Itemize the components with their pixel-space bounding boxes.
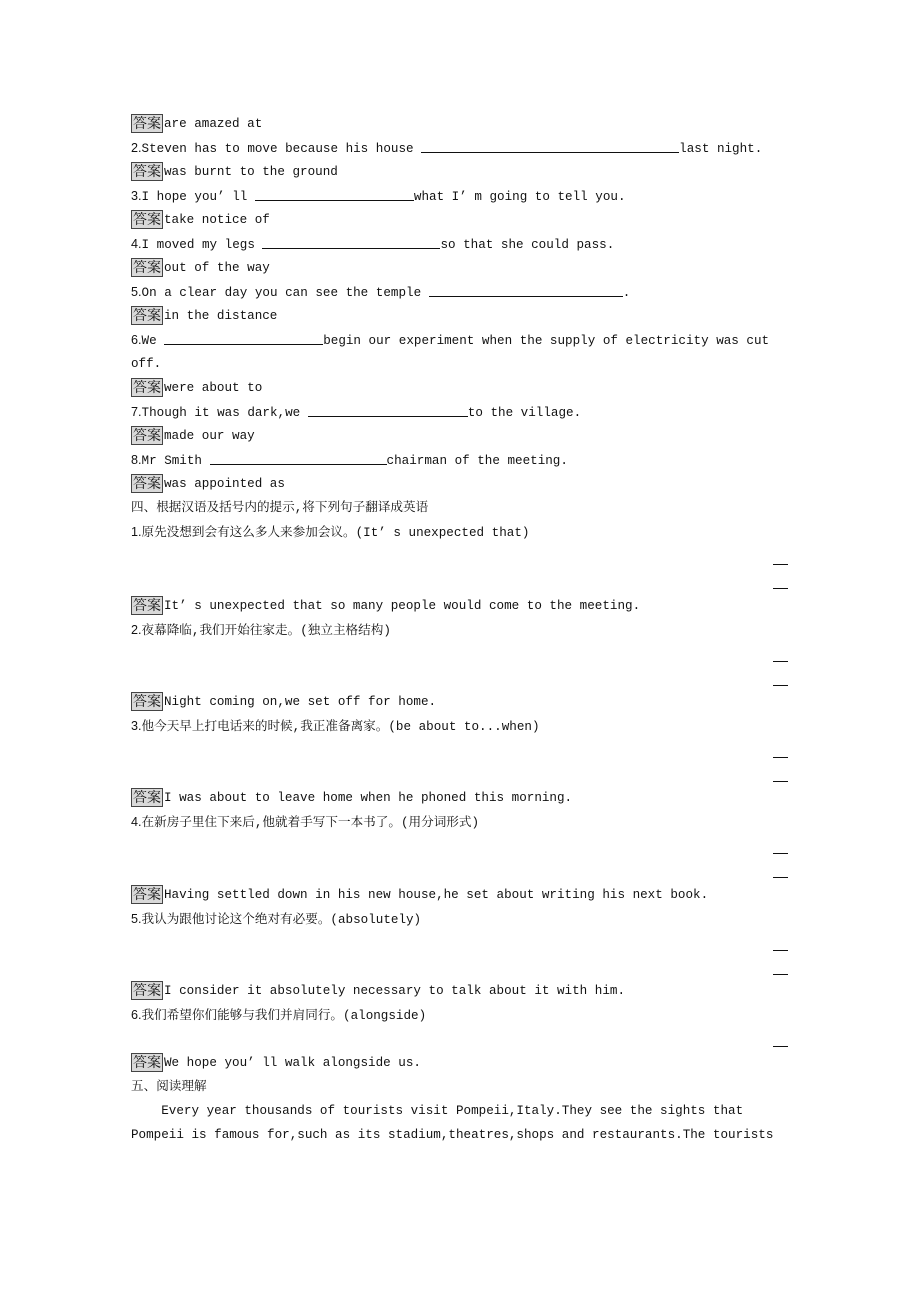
answer-line — [131, 692, 436, 712]
translation-prompt: 我认为跟他讨论这个绝对有必要。(absolutely) — [141, 913, 422, 927]
answer-line — [131, 1053, 421, 1073]
answer-badge: 答案 — [133, 790, 161, 806]
answer-line — [131, 596, 640, 616]
question-text-after: begin our experiment when the supply of electricity was cut — [323, 334, 770, 348]
answer-badge: 答案 — [133, 694, 161, 710]
answer-badge: 答案 — [133, 380, 161, 396]
answer-text: We hope you’ ll walk alongside us. — [164, 1056, 421, 1070]
answer-line-dash[interactable] — [773, 564, 788, 565]
answer-text: Night coming on,we set off for home. — [164, 695, 437, 709]
question-text-after: so that she could pass. — [440, 238, 615, 252]
question-number: 2. — [131, 623, 142, 637]
answer-line — [131, 474, 285, 494]
question-text-after: chairman of the meeting. — [386, 454, 568, 468]
text-line — [131, 1077, 207, 1097]
question-text-before: I hope you’ ll — [141, 190, 255, 204]
question-line — [131, 450, 568, 470]
answer-line-dash[interactable] — [773, 588, 788, 589]
question-number: 3. — [131, 189, 142, 203]
question-number: 5. — [131, 912, 142, 926]
answer-badge: 答案 — [133, 983, 161, 999]
answer-text: made our way — [164, 429, 255, 443]
answer-line — [131, 426, 255, 446]
translation-item — [131, 620, 391, 640]
answer-blank[interactable] — [262, 234, 440, 249]
text-line — [131, 1101, 743, 1121]
translation-prompt: 他今天早上打电话来的时候,我正准备离家。(be about to...when) — [141, 720, 540, 734]
answer-line — [131, 981, 625, 1001]
question-number: 7. — [131, 405, 142, 419]
answer-blank[interactable] — [255, 186, 414, 201]
question-number: 6. — [131, 1008, 142, 1022]
answer-line-dash[interactable] — [773, 781, 788, 782]
answer-badge: 答案 — [133, 260, 161, 276]
answer-line-dash[interactable] — [773, 974, 788, 975]
question-number: 1. — [131, 525, 142, 539]
question-number: 4. — [131, 237, 142, 251]
answer-text: I was about to leave home when he phoned this morning. — [164, 791, 573, 805]
answer-line-dash[interactable] — [773, 685, 788, 686]
translation-item — [131, 522, 529, 542]
text-content: 四、根据汉语及括号内的提示,将下列句子翻译成英语 — [131, 501, 429, 515]
answer-badge: 答案 — [133, 212, 161, 228]
question-text-after: to the village. — [467, 406, 582, 420]
answer-line — [131, 162, 338, 182]
question-number: 6. — [131, 333, 142, 347]
translation-prompt: 我们希望你们能够与我们并肩同行。(alongside) — [141, 1009, 427, 1023]
answer-badge: 答案 — [133, 428, 161, 444]
answer-blank[interactable] — [308, 402, 468, 417]
question-number: 4. — [131, 815, 142, 829]
answer-blank[interactable] — [429, 282, 623, 297]
answer-text: are amazed at — [164, 117, 263, 131]
answer-line — [131, 306, 277, 326]
question-text-before: Mr Smith — [141, 454, 210, 468]
answer-text: in the distance — [164, 309, 278, 323]
translation-item — [131, 1005, 426, 1025]
answer-text: were about to — [164, 381, 263, 395]
question-text-before: Steven has to move because his house — [141, 142, 422, 156]
answer-badge: 答案 — [133, 308, 161, 324]
answer-badge: 答案 — [133, 887, 161, 903]
question-line — [131, 282, 630, 302]
answer-text: was burnt to the ground — [164, 165, 338, 179]
question-text-after: last night. — [679, 142, 763, 156]
translation-item — [131, 812, 479, 832]
question-line — [131, 330, 769, 350]
answer-text: Having settled down in his new house,he set about writing his next book. — [164, 888, 709, 902]
answer-line-dash[interactable] — [773, 853, 788, 854]
text-content: Every year thousands of tourists visit Pompeii,Italy.They see the sights that — [131, 1104, 744, 1118]
answer-line-dash[interactable] — [773, 661, 788, 662]
answer-blank[interactable] — [210, 450, 387, 465]
translation-prompt: 原先没想到会有这么多人来参加会议。(It’ s unexpected that) — [141, 526, 530, 540]
answer-line-dash[interactable] — [773, 877, 788, 878]
translation-item — [131, 909, 421, 929]
text-line — [131, 354, 161, 374]
question-number: 3. — [131, 719, 142, 733]
question-line — [131, 234, 614, 254]
question-number: 2. — [131, 141, 142, 155]
question-line — [131, 186, 626, 206]
answer-blank[interactable] — [421, 138, 679, 153]
question-text-before: On a clear day you can see the temple — [141, 286, 429, 300]
answer-text: take notice of — [164, 213, 270, 227]
answer-line — [131, 114, 262, 134]
answer-text: out of the way — [164, 261, 270, 275]
answer-line-dash[interactable] — [773, 1046, 788, 1047]
answer-line — [131, 258, 270, 278]
answer-badge: 答案 — [133, 476, 161, 492]
text-content: 五、阅读理解 — [131, 1080, 207, 1094]
text-content: Pompeii is famous for,such as its stadium,theatres,shops and restaurants.The tourists — [131, 1128, 774, 1142]
question-number: 8. — [131, 453, 142, 467]
question-line — [131, 402, 581, 422]
answer-line-dash[interactable] — [773, 757, 788, 758]
question-text-before: I moved my legs — [141, 238, 263, 252]
answer-badge: 答案 — [133, 598, 161, 614]
answer-text: was appointed as — [164, 477, 285, 491]
answer-text: I consider it absolutely necessary to talk about it with him. — [164, 984, 626, 998]
question-text-after: . — [622, 286, 631, 300]
text-line — [131, 1125, 773, 1145]
answer-text: It’ s unexpected that so many people would come to the meeting. — [164, 599, 641, 613]
answer-line — [131, 885, 708, 905]
question-text-after: what I’ m going to tell you. — [413, 190, 626, 204]
answer-badge: 答案 — [133, 164, 161, 180]
answer-blank[interactable] — [164, 330, 323, 345]
translation-prompt: 夜幕降临,我们开始往家走。(独立主格结构) — [141, 624, 391, 638]
answer-line — [131, 788, 572, 808]
question-text-before: We — [141, 334, 165, 348]
answer-line-dash[interactable] — [773, 950, 788, 951]
question-text-before: Though it was dark,we — [141, 406, 308, 420]
text-line — [131, 498, 428, 518]
translation-prompt: 在新房子里住下来后,他就着手写下一本书了。(用分词形式) — [141, 816, 480, 830]
translation-item — [131, 716, 540, 736]
answer-badge: 答案 — [133, 1055, 161, 1071]
answer-badge: 答案 — [133, 116, 161, 132]
answer-line — [131, 210, 270, 230]
question-line — [131, 138, 762, 158]
question-number: 5. — [131, 285, 142, 299]
answer-line — [131, 378, 262, 398]
text-content: off. — [131, 357, 162, 371]
